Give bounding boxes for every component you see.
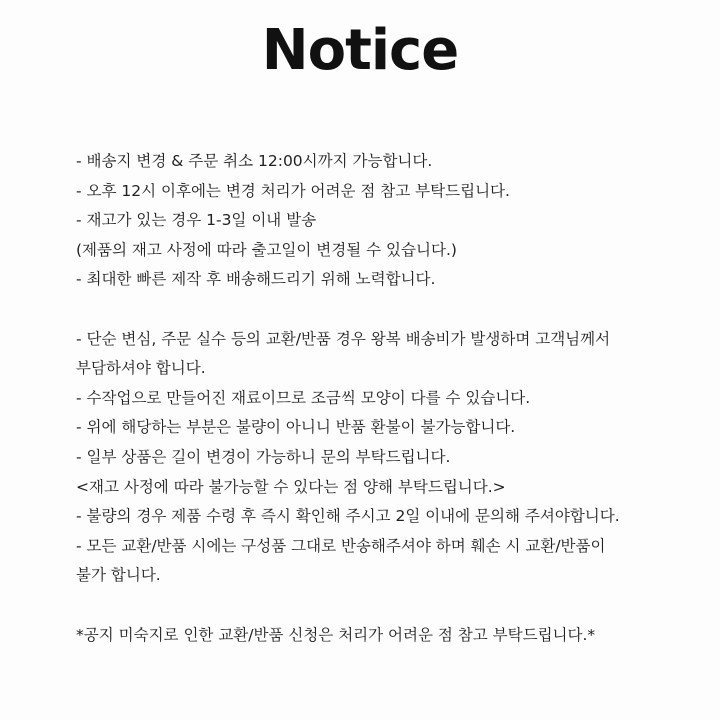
no-refund-line: - 위에 해당하는 부분은 불량이 아니니 반품 환불이 불가능합니다. — [76, 418, 516, 437]
footer-notice: *공지 미숙지로 인한 교환/반품 신청은 처리가 어려운 점 참고 부탁드립니다.* — [76, 625, 596, 644]
stock-notice-line: <재고 사정에 따라 불가능할 수 있다는 점 양해 부탁드립니다.> — [76, 477, 506, 496]
paragraph-gap — [76, 295, 686, 325]
length-change-line: - 일부 상품은 길이 변경이 가능하니 문의 부탁드립니다. — [76, 447, 451, 466]
return-condition-line-cont: 불가 합니다. — [76, 566, 161, 585]
page-title: Notice — [261, 18, 459, 83]
after-noon-line: - 오후 12시 이후에는 변경 처리가 어려운 점 참고 부탁드립니다. — [76, 181, 510, 200]
return-condition-line: - 모든 교환/반품 시에는 구성품 그대로 반송해주셔야 하며 훼손 시 교환/반품이 — [76, 536, 606, 555]
paragraph-gap-2 — [76, 591, 686, 621]
return-fee-line: - 단순 변심, 주문 실수 등의 교환/반품 경우 왕복 배송비가 발생하며 고객님께서 — [76, 329, 611, 348]
handmade-line: - 수작업으로 만들어진 재료이므로 조금씩 모양이 다를 수 있습니다. — [76, 388, 531, 407]
return-fee-line-cont: 부담하셔야 합니다. — [76, 359, 206, 378]
fast-production-line: - 최대한 빠른 제작 후 배송해드리기 위해 노력합니다. — [76, 270, 436, 289]
defect-inquiry-line: - 불량의 경우 제품 수령 후 즉시 확인해 주시고 2일 이내에 문의해 주셔야합니다. — [76, 507, 620, 526]
notice-body — [76, 147, 686, 650]
release-date-note-line: (제품의 재고 사정에 따라 출고일이 변경될 수 있습니다.) — [76, 240, 457, 259]
shipping-change-line: - 배송지 변경 & 주문 취소 12:00시까지 가능합니다. — [76, 152, 433, 170]
stock-shipping-line: - 재고가 있는 경우 1-3일 이내 발송 — [76, 211, 317, 230]
